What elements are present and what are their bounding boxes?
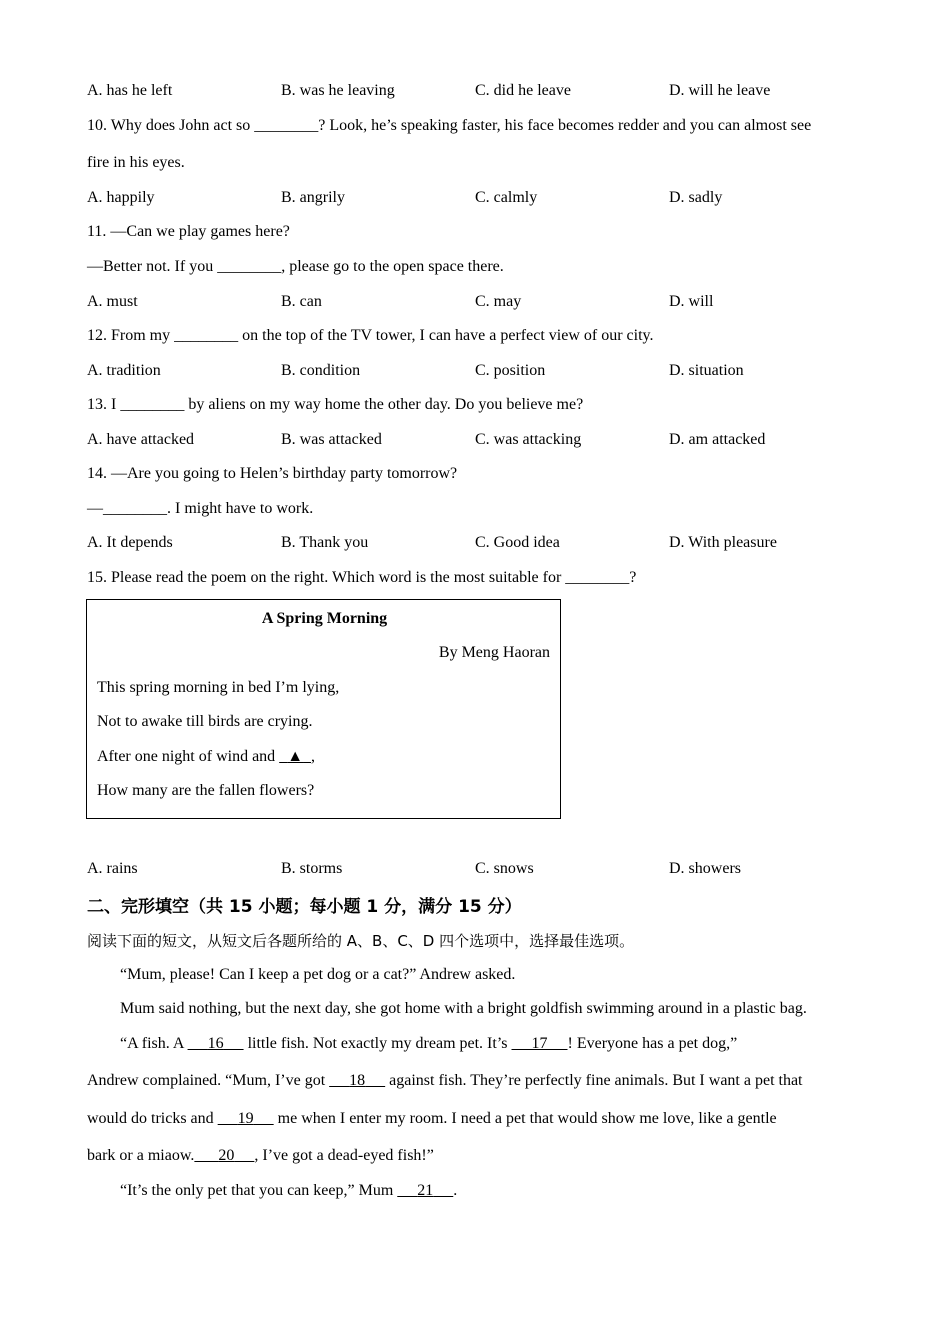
blank-19 [218, 1110, 274, 1127]
text-span: Andrew complained. “Mum, I’ve got [87, 1072, 330, 1089]
text-span: little fish. Not exactly my dream pet. It’s [243, 1035, 512, 1052]
poem-line-1: This spring morning in bed I’m lying, [97, 679, 340, 696]
q12-option-b: B. condition [281, 362, 361, 379]
q14-stem-line1: 14. —Are you going to Helen’s birthday party tomorrow? [87, 465, 458, 482]
blank-21 [397, 1182, 453, 1199]
text-span: , I’ve got a dead-eyed fish!” [254, 1147, 434, 1164]
poem-title: A Spring Morning [261, 610, 388, 627]
text-span: “A fish. A [120, 1035, 188, 1052]
q9-option-a: A. has he left [87, 82, 173, 99]
q10-stem-line2: fire in his eyes. [87, 154, 185, 171]
q10-stem-line1: 10. Why does John act so ________? Look, he’s speaking faster, his face becomes redder and you can almost see [87, 117, 812, 134]
q13-option-a: A. have attacked [87, 431, 195, 448]
text-span: bark or a miaow. [87, 1147, 195, 1164]
blank-16 [188, 1035, 244, 1052]
q15-option-c: C. snows [475, 860, 534, 877]
q13-options [87, 430, 867, 450]
text-span: ! Everyone has a pet dog,” [567, 1035, 738, 1052]
q10-option-b: B. angrily [281, 189, 345, 206]
text-span: . [453, 1182, 458, 1199]
text-span: would do tricks and [87, 1110, 218, 1127]
q11-options [87, 292, 867, 312]
passage-line-7 [120, 1181, 457, 1201]
passage-line-6 [87, 1146, 434, 1166]
passage-line-5 [87, 1109, 777, 1129]
blank-17-number: 17 [531, 1035, 548, 1052]
blank-20-number: 20 [218, 1147, 235, 1164]
q12-options [87, 361, 867, 381]
q9-options [87, 81, 867, 101]
triangle-icon: ▲ [287, 748, 304, 765]
q10-option-c: C. calmly [475, 189, 538, 206]
passage-paragraph-2: Mum said nothing, but the next day, she got home with a bright goldfish swimming around in a plastic bag. [120, 1000, 807, 1017]
poem-line-3 [97, 748, 315, 766]
blank-20 [194, 1147, 254, 1164]
q11-option-d: D. will [669, 293, 714, 310]
q13-option-c: C. was attacking [475, 431, 582, 448]
poem-line-2: Not to awake till birds are crying. [97, 713, 313, 730]
q9-option-d: D. will he leave [669, 82, 771, 99]
q10-options [87, 188, 867, 208]
q15-option-d: D. showers [669, 860, 741, 877]
q9-option-c: C. did he leave [475, 82, 571, 99]
section-instruction: 阅读下面的短文，从短文后各题所给的 A、B、C、D 四个选项中，选择最佳选项。 [87, 932, 635, 950]
q9-option-b: B. was he leaving [281, 82, 395, 99]
q13-option-b: B. was attacked [281, 431, 382, 448]
poem-box [86, 599, 561, 819]
q14-option-b: B. Thank you [281, 534, 369, 551]
section-heading: 二、完形填空（共 15 小题；每小题 1 分，满分 15 分） [87, 897, 522, 917]
q11-option-b: B. can [281, 293, 322, 310]
passage-paragraph-1: “Mum, please! Can I keep a pet dog or a cat?” Andrew asked. [120, 966, 516, 983]
passage-line-4 [87, 1071, 803, 1091]
poem-author: By Meng Haoran [438, 644, 550, 661]
q11-option-c: C. may [475, 293, 522, 310]
q14-option-a: A. It depends [87, 534, 173, 551]
q11-stem-line2: —Better not. If you ________, please go to the open space there. [87, 258, 504, 275]
blank-18-number: 18 [349, 1072, 366, 1089]
text-span: me when I enter my room. I need a pet that would show me love, like a gentle [273, 1110, 777, 1127]
q15-option-b: B. storms [281, 860, 343, 877]
poem-line-4: How many are the fallen flowers? [97, 782, 315, 799]
q11-stem-line1: 11. —Can we play games here? [87, 223, 290, 240]
q13-option-d: D. am attacked [669, 431, 766, 448]
blank-18 [329, 1072, 385, 1089]
q13-stem: 13. I ________ by aliens on my way home the other day. Do you believe me? [87, 396, 584, 413]
q14-option-c: C. Good idea [475, 534, 560, 551]
q14-option-d: D. With pleasure [669, 534, 777, 551]
q12-option-c: C. position [475, 362, 546, 379]
poem-blank [279, 748, 311, 765]
text-span: against fish. They’re perfectly fine animals. But I want a pet that [385, 1072, 803, 1089]
q12-option-a: A. tradition [87, 362, 161, 379]
passage-line-3 [120, 1034, 737, 1054]
poem-line-3-comma: , [311, 748, 316, 765]
q12-stem: 12. From my ________ on the top of the TV tower, I can have a perfect view of our city. [87, 327, 654, 344]
blank-17 [512, 1035, 568, 1052]
q15-options [87, 859, 867, 879]
blank-19-number: 19 [237, 1110, 254, 1127]
q12-option-d: D. situation [669, 362, 744, 379]
q15-option-a: A. rains [87, 860, 138, 877]
blank-16-number: 16 [207, 1035, 224, 1052]
q10-option-a: A. happily [87, 189, 155, 206]
q11-option-a: A. must [87, 293, 138, 310]
q14-stem-line2: —________. I might have to work. [87, 500, 314, 517]
q10-option-d: D. sadly [669, 189, 723, 206]
q14-options [87, 533, 867, 553]
q15-stem: 15. Please read the poem on the right. Which word is the most suitable for ________? [87, 569, 637, 586]
poem-line-3-text: After one night of wind and [97, 748, 276, 765]
text-span: “It’s the only pet that you can keep,” Mum [120, 1182, 398, 1199]
blank-21-number: 21 [417, 1182, 434, 1199]
